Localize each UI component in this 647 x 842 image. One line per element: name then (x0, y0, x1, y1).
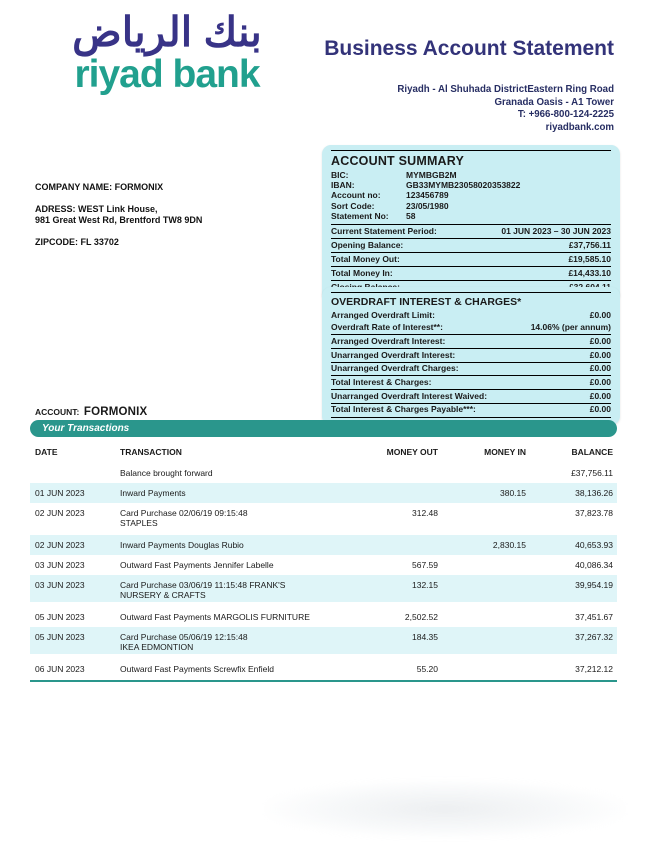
summary-detail-row (331, 180, 611, 190)
tx-date: 02 JUN 2023 (35, 539, 85, 550)
table-row (30, 659, 617, 679)
table-row (30, 483, 617, 503)
column-header-money-out: MONEY OUT (386, 447, 438, 457)
bank-website-line: riyadbank.com (545, 121, 614, 133)
table-row (30, 575, 617, 607)
overdraft-row (331, 322, 611, 335)
tx-date (30, 468, 120, 484)
detail-label: BIC: (331, 170, 349, 180)
tx-description: Outward Fast Payments Jennifer Labelle (120, 559, 274, 570)
transactions-end-divider (30, 680, 617, 682)
total-label: Current Statement Period: (331, 225, 437, 236)
overdraft-label: Unarranged Overdraft Interest: (331, 349, 456, 360)
account-holder-name: FORMONIX (83, 406, 148, 418)
tx-money-in: 2,830.15 (492, 539, 526, 550)
summary-detail-row (331, 211, 611, 221)
overdraft-label: Unarranged Overdraft Interest Waived: (331, 390, 488, 401)
account-summary-title: ACCOUNT SUMMARY (331, 154, 465, 168)
detail-value: 23/05/1980 (406, 200, 449, 211)
tx-balance: 37,212.12 (575, 663, 613, 674)
tx-balance: 37,267.32 (575, 631, 613, 642)
overdraft-row (331, 403, 611, 418)
bank-address-line: Riyadh - Al Shuhada DistrictEastern Ring Road (397, 84, 614, 95)
bank-phone-line: T: +966-800-124-2225 (517, 109, 614, 120)
overdraft-row (331, 334, 611, 348)
transactions-section-header: Your Transactions (30, 420, 617, 437)
tx-money-out: 132.15 (412, 579, 438, 590)
detail-value: GB33MYMB23058020353822 (406, 180, 521, 191)
account-label: ACCOUNT: (35, 407, 80, 417)
overdraft-label: Unarranged Overdraft Charges: (331, 363, 459, 374)
overdraft-rows (331, 309, 611, 418)
tx-money-in (438, 508, 526, 536)
tx-description: Balance brought forward (120, 467, 213, 478)
tx-date: 05 JUN 2023 (35, 631, 85, 642)
tx-money-out (350, 540, 438, 556)
summary-detail-row (331, 201, 611, 211)
account-summary-box (322, 145, 620, 302)
overdraft-label: Overdraft Rate of Interest**: (331, 322, 443, 333)
total-value: £37,756.11 (568, 239, 611, 250)
tx-money-out: 312.48 (412, 507, 438, 518)
total-value: £19,585.10 (568, 254, 611, 264)
company-name: COMPANY NAME: FORMONIX (35, 182, 164, 192)
overdraft-value: £0.00 (589, 404, 611, 415)
tx-money-in (438, 580, 526, 608)
company-address-line2: 981 Great West Rd, Brentford TW8 9DN (35, 215, 203, 225)
total-value: £14,433.10 (568, 268, 611, 279)
table-row (30, 627, 617, 659)
tx-description-line1: Card Purchase 03/06/19 11:15:48 FRANK'S (120, 579, 286, 590)
overdraft-row (331, 348, 611, 362)
tx-balance: 38,136.26 (575, 487, 613, 498)
tx-description (120, 632, 350, 660)
tx-money-out: 55.20 (416, 663, 438, 674)
tx-date: 03 JUN 2023 (35, 559, 85, 570)
company-zipcode: ZIPCODE: FL 33702 (35, 237, 119, 247)
tx-description: Inward Payments Douglas Rubio (120, 539, 244, 550)
tx-money-in: 380.15 (500, 487, 526, 498)
table-row (30, 503, 617, 535)
summary-total-row (331, 252, 611, 266)
overdraft-value: £0.00 (589, 377, 611, 388)
column-header-balance: BALANCE (571, 447, 613, 457)
tx-money-in (438, 468, 526, 484)
tx-money-in (438, 612, 526, 628)
overdraft-row (331, 375, 611, 389)
tx-description (120, 508, 350, 536)
account-holder-line (35, 402, 147, 420)
bank-address-line: Granada Oasis - A1 Tower (494, 96, 614, 108)
summary-total-row (331, 238, 611, 252)
detail-value: 58 (406, 210, 416, 221)
overdraft-title: OVERDRAFT INTEREST & CHARGES* (331, 296, 522, 308)
tx-description (120, 580, 350, 608)
tx-money-out: 2,502.52 (404, 611, 438, 622)
tx-balance: 37,823.78 (575, 507, 613, 518)
tx-description-line2: NURSERY & CRAFTS (120, 590, 206, 600)
overdraft-label: Total Interest & Charges: (331, 377, 432, 388)
overdraft-row (331, 362, 611, 376)
company-info-block (35, 182, 315, 248)
overdraft-charges-box (322, 287, 620, 425)
tx-money-out: 567.59 (412, 559, 438, 570)
summary-detail-row (331, 170, 611, 180)
tx-date: 02 JUN 2023 (35, 507, 85, 518)
overdraft-label: Arranged Overdraft Interest: (331, 335, 446, 346)
tx-date: 03 JUN 2023 (35, 579, 85, 590)
detail-label: Sort Code: (331, 200, 375, 211)
table-row (30, 535, 617, 555)
overdraft-label: Total Interest & Charges Payable***: (331, 404, 476, 415)
tx-balance: 39,954.19 (575, 579, 613, 590)
tx-description-line1: Card Purchase 05/06/19 12:15:48 (120, 631, 248, 642)
total-label: Opening Balance: (331, 239, 404, 250)
column-header-date: DATE (35, 447, 58, 457)
summary-detail-row (331, 190, 611, 200)
overdraft-value: £0.00 (589, 363, 611, 374)
overdraft-value: £0.00 (589, 335, 611, 346)
logo-latin-text: riyad bank (74, 53, 260, 96)
bank-address-block (274, 84, 614, 134)
tx-description-line1: Card Purchase 02/06/19 09:15:48 (120, 507, 248, 518)
tx-balance: 40,653.93 (575, 539, 613, 550)
tx-money-in (438, 632, 526, 660)
logo-arabic-text: بنك الرياض (72, 9, 262, 55)
table-row (30, 607, 617, 627)
detail-label: Statement No: (331, 210, 389, 221)
table-row (30, 555, 617, 575)
tx-balance: 40,086.34 (575, 559, 613, 570)
tx-balance: 37,451.67 (575, 611, 613, 622)
divider (331, 292, 611, 293)
tx-money-out (350, 488, 438, 504)
detail-label: IBAN: (331, 180, 355, 191)
total-label: Total Money Out: (331, 254, 400, 264)
tx-date: 06 JUN 2023 (35, 663, 85, 674)
overdraft-value: £0.00 (589, 349, 611, 360)
overdraft-value: £0.00 (589, 390, 611, 401)
divider (331, 150, 611, 151)
detail-value: 123456789 (406, 190, 449, 201)
tx-money-out: 184.35 (412, 631, 438, 642)
tx-money-in (438, 560, 526, 576)
account-summary-totals (331, 224, 611, 295)
overdraft-value: 14.06% (per annum) (530, 322, 611, 333)
summary-total-row (331, 224, 611, 238)
tx-description-line2: IKEA EDMONTION (120, 642, 194, 652)
detail-label: Account no: (331, 190, 381, 201)
tx-balance: £37,756.11 (571, 467, 613, 478)
transactions-section (30, 420, 617, 682)
watermark-smudge (265, 780, 625, 838)
tx-money-in (438, 664, 526, 680)
tx-date: 01 JUN 2023 (35, 487, 85, 498)
overdraft-label: Arranged Overdraft Limit: (331, 309, 435, 320)
page-title: Business Account Statement (324, 37, 614, 60)
overdraft-row (331, 389, 611, 403)
total-value: 01 JUN 2023 – 30 JUN 2023 (501, 225, 611, 236)
company-address-line1: ADRESS: WEST Link House, (35, 204, 158, 214)
table-row (30, 463, 617, 483)
tx-description: Outward Fast Payments Screwfix Enfield (120, 663, 275, 674)
total-label: Total Money In: (331, 268, 393, 279)
detail-value: MYMBGB2M (406, 170, 457, 180)
tx-description-line2: STAPLES (120, 518, 158, 528)
tx-description: Outward Fast Payments MARGOLIS FURNITURE (120, 611, 310, 622)
tx-description: Inward Payments (120, 487, 186, 498)
account-summary-details (331, 170, 611, 221)
overdraft-value: £0.00 (589, 309, 611, 320)
summary-total-row (331, 266, 611, 280)
overdraft-row (331, 309, 611, 322)
tx-money-out (350, 468, 438, 484)
column-header-money-in: MONEY IN (484, 447, 526, 457)
transactions-table-header (30, 437, 617, 463)
tx-date: 05 JUN 2023 (35, 611, 85, 622)
column-header-transaction: TRANSACTION (120, 447, 182, 457)
